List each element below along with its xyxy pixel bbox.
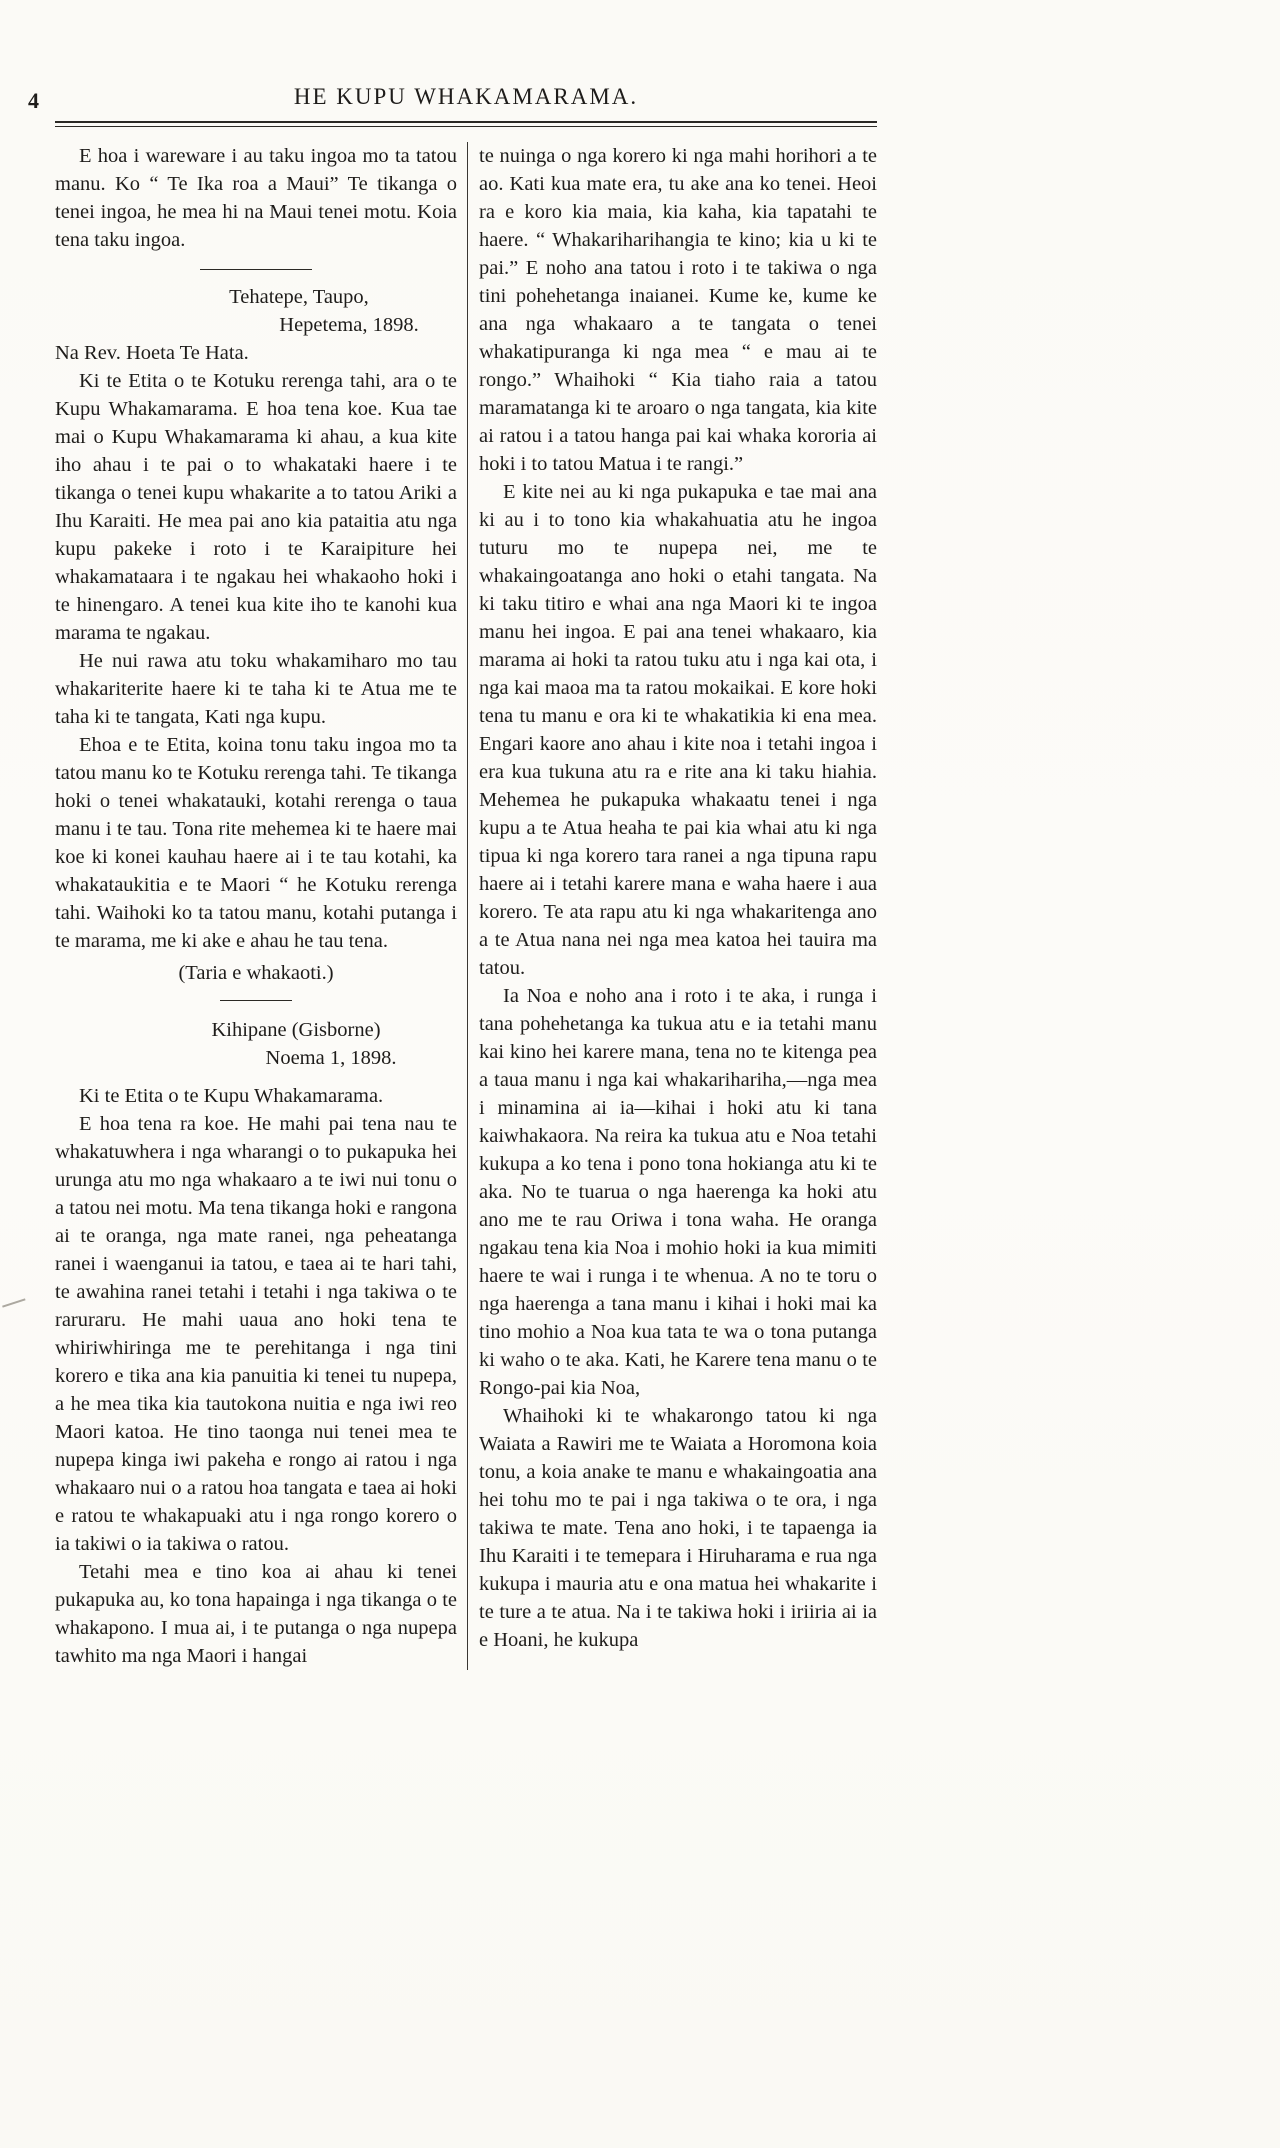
paragraph: E hoa i wareware i au taku ingoa mo ta tatou manu. Ko “ Te Ika roa a Maui” Te tikanga o tenei ingoa, he mea hi na Maui tenei motu. Koia tena taku ingoa. bbox=[55, 145, 457, 251]
letter-signature: Na Rev. Hoeta Te Hata. bbox=[55, 342, 249, 364]
ink-smudge-mark bbox=[2, 1298, 26, 1308]
letter-heading-date: Noema 1, 1898. bbox=[265, 1047, 397, 1069]
paragraph: E hoa tena ra koe. He mahi pai tena nau te whakatuwhera i nga wharangi o to pukapuka hei urunga atu mo nga whakaaro a te iwi nui tonu o a tatou nei motu. Ma tena tikanga hoki e rangona ai te oranga, nga mate ranei, nga peheatanga ranei i waenganui ia tatou, e taea ai te hari tahi, te awahina ranei tetahi i tetahi i nga takiwa o te raruraru. He mahi uaua ano hoki tena te whiriwhiringa me te perehitanga i nga tini korero e tika ana kia panuitia ki tenei tu nupepa, a he mea tika kia tautokona nuitia e nga iwi reo Maori katoa. He tino taonga nui tenei mea te nupepa kinga iwi pakeha e rongo ai ratou i nga whakaaro nui o a ratou hoa tangata e taea ai hoki e ratou te whakapuaki atu i nga rongo korero o ia takiwi o ia takiwa o ratou. bbox=[55, 1113, 457, 1555]
dateline-place: Tehatepe, Taupo, bbox=[229, 286, 369, 308]
paragraph: He nui rawa atu toku whakamiharo mo tau whakariterite haere ki te taha ki te Atua me te taha ki te tangata, Kati nga kupu. bbox=[55, 650, 457, 728]
page-title: HE KUPU WHAKAMARAMA. bbox=[293, 84, 639, 109]
to-be-continued-note: (Taria e whakaoti.) bbox=[178, 962, 334, 984]
letter-heading-place: Kihipane (Gisborne) bbox=[211, 1019, 381, 1041]
paragraph: te nuinga o nga korero ki nga mahi horihori a te ao. Kati kua mate era, tu ake ana ko tenei. Heoi ra e koro kia maia, kia kaha, kia tapatahi te haere. “ Whakariharihangia te kino; kia u ki te pai.” E noho ana tatou i roto i te takiwa o nga tini pohehetanga inaianei. Kume ke, kume ke ana nga whakaaro a te tangata o tenei whakatipuranga ki nga mea “ e mau ai te rongo.” Whaihoki “ Kia tiaho raia a tatou maramatanga ki te aroaro o nga tangata, kia kite ai ratou i a tatou hanga pai kai whaka kororia ai hoki i to tatou Matua i te rangi.” bbox=[479, 145, 877, 475]
paragraph: Ehoa e te Etita, koina tonu taku ingoa mo ta tatou manu ko te Kotuku rerenga tahi. Te tikanga hoki o tenei whakatauki, kotahi rerenga o taua manu i te tau. Tona rite mehemea ki te haere mai koe ki konei kauhau haere ai i te tau kotahi, ka whakataukitia e te Maori “ he Kotuku rerenga tahi. Waihoki ko ta tatou manu, kotahi putanga i te marama, me ki ake e ahau he tau tena. bbox=[55, 734, 457, 952]
paragraph: Ki te Etita o te Kotuku rerenga tahi, ara o te Kupu Whakamarama. E hoa tena koe. Kua tae mai o Kupu Whakamarama ki ahau, a kua kite iho ahau i te pai o to whakataki haere i te tikanga o tenei kupu whakarite a to tatou Ariki a Ihu Karaiti. He mea pai ano kia pataitia atu nga kupu pakeke i roto i te Karaipiture hei whakamataara i te ngakau hei whakaoho hoki i te hinengaro. A tenei kua kite iho te kanohi kua marama te ngakau. bbox=[55, 370, 457, 644]
section-divider bbox=[220, 1000, 292, 1001]
paragraph: E kite nei au ki nga pukapuka e tae mai ana ki au i to tono kia whakahuatia atu he ingoa tuturu mo te nupepa nei, me te whakaingoatanga ano hoki o etahi tangata. Na ki taku titiro e whai ana nga Maori ki te ingoa manu hei ingoa. E pai ana tenei whakaaro, kia marama ai hoki ta ratou tuku atu i nga kai ota, i nga kai maoa ma ta ratou mokaikai. E kore hoki tena tu manu e ora ki te whakatikia ki ena mea. Engari kaore ano ahau i kite noa i tetahi ingoa i era kua tukuna atu ra e rite ana ki taku hiahia. Mehemea he pukapuka whakaatu tenei i nga kupu a te Atua heaha te pai kia whai atu ki nga tipua ki nga korero tara ranei a nga tipuna rapu haere ai i tetahi karere mana e waha haere i aua korero. Te ata rapu atu ki nga whakaritenga ano a te Atua nana nei nga mea katoa hei tauira ma tatou. bbox=[479, 481, 877, 979]
header-double-rule bbox=[55, 121, 877, 127]
paragraph: Whaihoki ki te whakarongo tatou ki nga Waiata a Rawiri me te Waiata a Horomona koia tonu, a koia anake te manu e whakaingoatia ana hei tohu mo te pai i nga takiwa o te ora, i nga takiwa te mate. Tena ano hoki, i te tapaenga ia Ihu Karaiti i te temepara i Hiruharama e rua nga kukupa i mauria atu e ona matua hei whakarite i te ture a te atua. Na i te takiwa hoki i iriiria ai ia e Hoani, he kukupa bbox=[479, 1405, 877, 1651]
letter-heading bbox=[55, 1016, 457, 1072]
letter-salutation: Ki te Etita o te Kupu Whakamarama. bbox=[79, 1085, 384, 1107]
paragraph: Tetahi mea e tino koa ai ahau ki tenei pukapuka au, ko tona hapainga i nga tikanga o te whakapono. I mua ai, i te putanga o nga nupepa tawhito ma nga Maori i hangai bbox=[55, 1561, 457, 1667]
left-column bbox=[55, 142, 457, 1670]
section-divider bbox=[200, 269, 312, 270]
dateline-date: Hepetema, 1898. bbox=[279, 314, 419, 336]
two-column-text-area bbox=[55, 142, 877, 1670]
page-number: 4 bbox=[28, 88, 39, 113]
right-column bbox=[479, 142, 877, 1670]
column-divider-rule bbox=[467, 142, 468, 1670]
letter-dateline bbox=[55, 283, 457, 339]
paragraph: Ia Noa e noho ana i roto i te aka, i runga i tana pohehetanga ka tukua atu e ia tetahi manu kai kino hei karere mana, tena no te kitenga pea a taua manu i nga kai whakarihariha,—nga mea i minamina ai ia—kihai i hoki atu ki tana kaiwhakaora. Na reira ka tukua atu e Noa tetahi kukupa a ko tena i pono tona hokianga atu ki te aka. No te tuarua o nga haerenga ka hoki atu ano me te rau Oriwa i tona waha. He oranga ngakau tena kia Noa i mohio hoki ia kua mimiti haere te wai i runga i te whenua. A no te toru o nga haerenga a tana manu i kihai i hoki mai ka tino mohio a Noa kua tata te wa o tona putanga ki waho o te aka. Kati, he Karere tena manu o te Rongo-pai kia Noa, bbox=[479, 985, 877, 1399]
